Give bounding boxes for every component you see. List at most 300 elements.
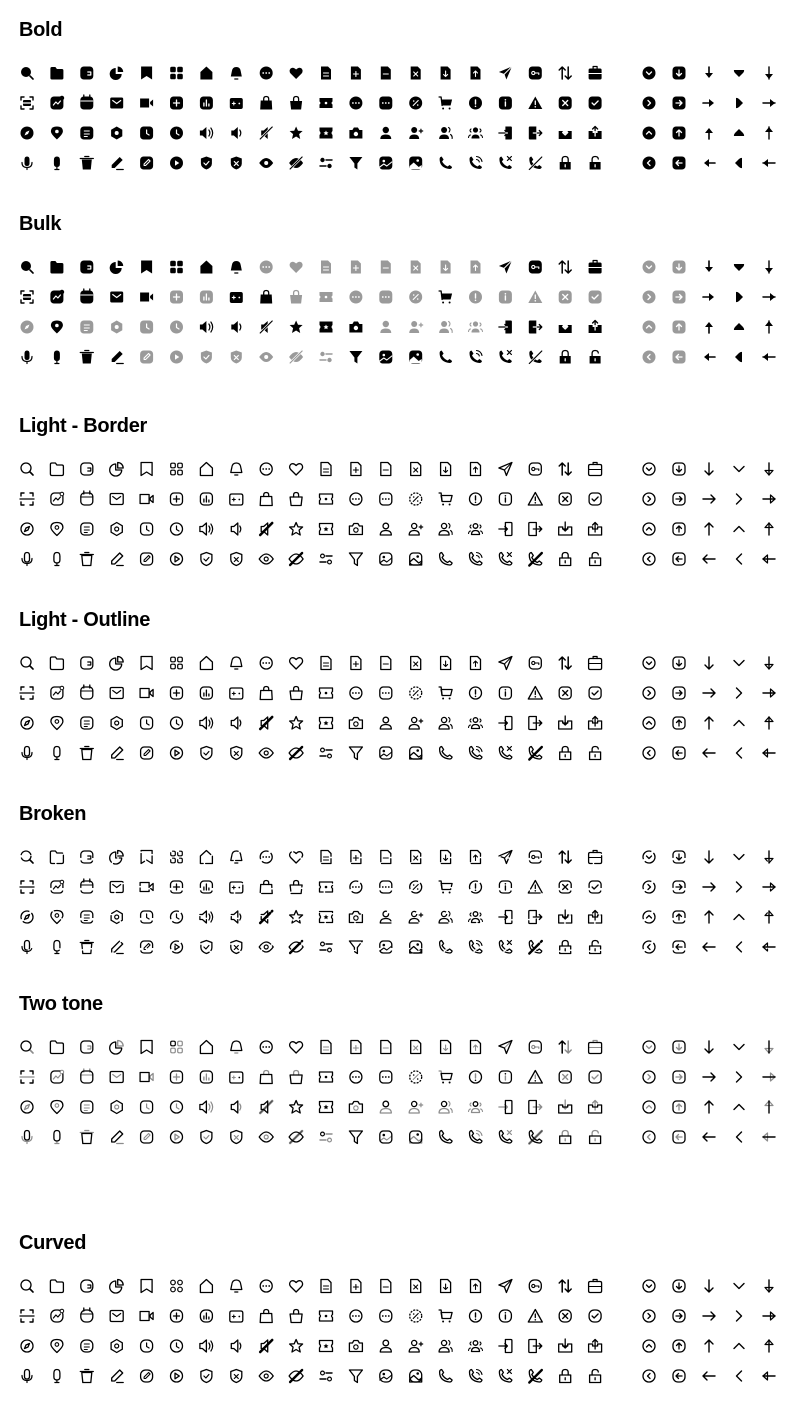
logout-icon [529,717,542,730]
time-circle-icon [171,911,183,923]
wallet-icon [81,1280,93,1292]
paper-icon [80,127,93,140]
volume-up-icon [200,523,213,535]
home-icon [200,851,212,864]
scan-icon [20,291,34,303]
message-icon [110,292,123,303]
edit-icon [112,941,124,954]
ticket-icon [320,1311,333,1321]
info-circle-icon [470,493,482,505]
buy-icon [439,493,452,506]
discount-icon [410,687,422,699]
image-icon [380,1131,392,1143]
section-two-tone [0,992,800,1162]
call-icon [440,553,453,566]
image-2-icon [410,747,422,759]
arrow-right-3-icon [763,883,775,891]
camera-icon [349,912,362,923]
scan-icon [20,1071,34,1083]
login-icon [499,717,512,730]
arrow-left-3-icon [763,943,775,951]
section-title: Bulk [19,213,62,235]
play-icon [170,351,183,364]
time-circle-icon [170,321,183,334]
arrow-right-circle-icon [643,1071,655,1083]
profile-icon [380,911,391,923]
profile-icon [380,127,391,139]
work-icon [589,1280,602,1293]
arrow-up-circle-icon [643,1101,655,1113]
arrow-left-square-icon [673,747,685,759]
voice-2-icon [54,941,60,954]
image-2-icon [409,351,422,364]
location-icon [51,321,63,334]
hide-icon [289,351,303,363]
star-icon [290,1340,303,1353]
star-icon [290,911,303,924]
chat-icon [260,261,273,274]
more-circle-icon [350,1310,362,1322]
3-user-icon [469,524,483,535]
plus-icon [170,97,183,110]
shield-done-icon [201,351,212,364]
ticket-star-icon [320,128,333,139]
search-icon [21,463,33,475]
more-circle-icon [350,881,362,893]
home-icon [200,1041,212,1054]
upload-icon [589,523,602,536]
tick-square-icon [589,1310,601,1322]
paper-plus-icon [351,851,361,864]
search-icon [21,657,33,669]
arrow-right-square-icon [673,687,685,699]
hide-icon [289,747,303,759]
call-silent-icon [529,157,542,170]
paper-download-icon [441,1280,451,1293]
more-square-icon [380,493,392,505]
discount-icon [410,1310,422,1322]
paper-upload-icon [471,1041,481,1054]
plus-icon [170,291,183,304]
paper-download-icon [441,67,451,80]
call-silent-icon [529,553,542,566]
paper-fail-icon [411,1280,421,1293]
arrow-up-square-icon [673,911,685,923]
volume-up-icon [200,127,213,139]
home-icon [200,261,212,274]
arrow-left-circle-icon [643,747,655,759]
buy-icon [439,1071,452,1084]
filter-2-icon [349,553,362,566]
arrow-up-3-icon [765,321,773,333]
edit-icon [112,553,124,566]
arrow-right-circle-icon [643,291,656,304]
delete-icon [80,1131,93,1144]
folder-icon [50,463,63,476]
add-user-icon [409,523,423,535]
chart-icon [110,463,124,477]
calendar-icon [81,1308,93,1322]
arrow-down-2-icon [734,264,744,271]
document-icon [321,67,331,80]
shield-fail-icon [231,553,242,566]
arrow-right-2-icon [737,688,742,698]
lock-icon [560,747,571,760]
arrow-up-circle-icon [643,523,655,535]
time-circle-icon [171,717,183,729]
volume-up-icon [200,1340,213,1352]
bag-2-icon [290,1310,302,1323]
game-icon [230,494,243,505]
arrow-up-2-icon [734,721,744,726]
arrow-right-3-icon [763,689,775,697]
arrow-down-circle-icon [643,463,655,475]
info-square-icon [499,1310,511,1322]
arrow-right-icon [703,1312,715,1320]
ticket-star-icon [320,1102,333,1113]
chart-icon [110,261,124,275]
arrow-up-square-icon [673,321,686,334]
show-icon [259,942,273,952]
arrow-right-3-icon [763,495,775,503]
3-user-icon [469,127,483,138]
location-icon [51,717,63,730]
arrow-up-2-icon [734,323,744,330]
graph-icon [200,97,213,110]
arrow-down-2-icon [734,467,744,472]
setting-icon [111,911,122,924]
time-circle-icon [171,1340,183,1352]
arrow-down-square-icon [673,463,685,475]
home-icon [200,657,212,670]
document-icon [321,1280,331,1293]
more-square-icon [379,97,392,110]
paper-fail-icon [411,851,421,864]
profile-icon [380,717,391,729]
scan-icon [20,493,34,505]
arrow-right-circle-icon [643,97,656,110]
location-icon [51,523,63,536]
bag-icon [260,97,272,110]
arrow-right-2-icon [737,1072,742,1082]
shield-done-icon [201,747,212,760]
wallet-icon [80,261,93,274]
play-icon [171,747,183,759]
paper-negative-icon [381,463,391,476]
category-icon [171,1041,183,1053]
more-square-icon [380,1071,392,1083]
password-icon [529,463,541,475]
password-icon [529,67,542,80]
paper-icon [81,911,93,923]
info-square-icon [499,97,512,110]
call-icon [440,1131,453,1144]
category-icon [171,657,183,669]
voice-icon [22,157,32,170]
notification-icon [231,261,242,273]
danger-icon [528,1071,542,1084]
arrow-up-3-icon [765,717,773,729]
shield-fail-icon [231,1131,242,1144]
info-circle-icon [470,881,482,893]
call-icon [440,157,453,170]
image-2-icon [410,941,422,953]
paper-download-icon [441,851,451,864]
arrow-down-2-icon [734,855,744,860]
graph-icon [200,291,213,304]
arrow-down-icon [705,657,713,669]
star-icon [290,1101,303,1114]
more-circle-icon [350,687,362,699]
danger-icon [528,687,542,700]
folder-icon [50,67,63,80]
paper-download-icon [441,463,451,476]
wallet-icon [81,657,93,669]
chart-icon [110,67,124,81]
graph-icon [200,1071,212,1083]
game-icon [230,688,243,699]
calling-icon [470,157,483,170]
edit-square-icon [141,553,153,565]
arrow-left-square-icon [673,1131,685,1143]
bag-2-icon [290,291,302,304]
info-square-icon [499,881,511,893]
arrow-up-3-icon [765,1340,773,1352]
arrow-left-square-icon [673,941,685,953]
arrow-right-icon [703,293,714,301]
bag-icon [260,493,272,506]
chat-icon [260,463,272,475]
paper-plus-icon [351,1041,361,1054]
more-square-icon [380,1310,392,1322]
arrow-right-square-icon [673,881,685,893]
arrow-left-2-icon [737,1371,742,1381]
time-circle-icon [170,127,183,140]
2-user-icon [439,523,452,535]
arrow-down-icon [705,1041,713,1053]
call-silent-icon [529,941,542,954]
filter-2-icon [349,941,362,954]
arrow-right-2-icon [737,1311,742,1321]
lock-icon [560,157,571,170]
logout-icon [529,127,542,140]
arrow-left-icon [704,159,715,167]
logout-icon [529,321,542,334]
delete-icon [80,157,93,170]
search-icon [21,1041,33,1053]
ticket-icon [320,688,333,698]
download-icon [559,1100,572,1113]
play-icon [170,157,183,170]
swap-icon [559,463,571,475]
ticket-icon [320,292,333,302]
paper-upload-icon [471,67,481,80]
arrow-left-circle-icon [643,941,655,953]
add-user-icon [409,321,423,333]
arrow-left-square-icon [673,1370,685,1382]
more-square-icon [379,291,392,304]
video-icon [140,99,153,108]
time-square-icon [141,1340,153,1352]
filter-icon [320,352,332,362]
edit-icon [112,1131,124,1144]
more-circle-icon [349,291,362,304]
info-circle-icon [470,1071,482,1083]
login-icon [499,321,512,334]
calling-icon [470,1370,483,1383]
search-icon [21,67,33,79]
unlock-icon [590,157,601,170]
calling-icon [470,1131,483,1144]
lock-icon [560,1370,571,1383]
notification-icon [231,657,242,669]
setting-icon [111,321,122,334]
arrow-down-3-icon [765,1280,773,1292]
arrow-up-icon [705,1340,713,1352]
paper-icon [81,717,93,729]
ticket-star-icon [320,912,333,923]
ticket-icon [320,882,333,892]
call-missed-icon [499,747,512,760]
message-icon [110,882,123,893]
activity-icon [51,1070,64,1083]
paper-icon [81,1340,93,1352]
work-icon [589,851,602,864]
arrow-right-circle-icon [643,493,655,505]
call-icon [440,351,453,364]
volume-off-icon [260,911,272,923]
unlock-icon [590,351,601,364]
danger-icon [528,1310,542,1323]
swap-icon [559,851,571,863]
shield-fail-icon [231,1370,242,1383]
arrow-down-2-icon [734,70,744,77]
arrow-left-square-icon [673,157,686,170]
call-missed-icon [499,351,512,364]
folder-icon [50,657,63,670]
arrow-up-3-icon [765,1101,773,1113]
hide-icon [289,157,303,169]
shield-done-icon [201,941,212,954]
profile-icon [380,1340,391,1352]
arrow-right-square-icon [673,291,686,304]
discovery-icon [21,911,33,923]
activity-icon [51,686,64,699]
tick-square-icon [589,881,601,893]
setting-icon [111,1101,122,1114]
category-icon [171,463,183,475]
close-square-icon [559,493,571,505]
call-icon [440,747,453,760]
icon-grid [0,414,800,584]
arrow-left-icon [704,353,715,361]
buy-icon [439,97,452,110]
call-missed-icon [499,1131,512,1144]
work-icon [589,657,602,670]
lock-icon [560,351,571,364]
arrow-down-3-icon [765,463,773,475]
arrow-down-circle-icon [643,1041,655,1053]
work-icon [589,463,602,476]
heart-icon [290,658,303,669]
arrow-down-circle-icon [643,1280,655,1292]
volume-up-icon [200,911,213,923]
arrow-down-square-icon [673,851,685,863]
discount-icon [409,97,422,110]
scan-icon [20,1310,34,1322]
upload-icon [589,911,602,924]
bookmark-icon [141,261,152,274]
arrow-left-3-icon [763,749,775,757]
video-icon [140,1073,153,1082]
send-icon [499,261,512,274]
section-title: Curved [19,1232,87,1254]
arrow-down-circle-icon [643,67,656,80]
volume-down-icon [231,1340,241,1352]
folder-icon [50,1280,63,1293]
game-icon [230,98,243,109]
close-square-icon [559,1310,571,1322]
call-missed-icon [499,553,512,566]
bookmark-icon [141,657,152,670]
arrow-right-icon [703,689,715,697]
show-icon [259,352,273,362]
arrow-down-icon [705,67,713,78]
arrow-up-2-icon [734,129,744,136]
hide-icon [289,1131,303,1143]
arrow-right-icon [703,1073,715,1081]
info-square-icon [499,493,511,505]
edit-icon [112,1370,124,1383]
document-icon [321,261,331,274]
image-icon [380,1370,392,1382]
setting-icon [111,717,122,730]
time-square-icon [141,523,153,535]
camera-icon [349,718,362,729]
notification-icon [231,1280,242,1292]
add-user-icon [409,717,423,729]
arrow-down-square-icon [673,1041,685,1053]
video-icon [140,689,153,698]
ticket-star-icon [320,524,333,535]
download-icon [559,126,572,139]
unlock-icon [590,1131,601,1144]
calendar-icon [81,879,93,893]
logout-icon [529,911,542,924]
more-circle-icon [350,493,362,505]
arrow-left-icon [703,1372,715,1380]
download-icon [559,910,572,923]
arrow-left-3-icon [763,1133,775,1141]
volume-off-icon [260,127,272,139]
danger-icon [528,881,542,894]
star-icon [290,523,303,536]
arrow-right-square-icon [673,1310,685,1322]
logout-icon [529,523,542,536]
arrow-right-2-icon [737,882,742,892]
shield-fail-icon [231,157,242,170]
show-icon [259,158,273,168]
voice-icon [22,747,32,760]
voice-2-icon [54,157,60,170]
setting-icon [111,1340,122,1353]
search-icon [21,261,33,273]
ticket-icon [320,494,333,504]
arrow-left-3-icon [763,1372,775,1380]
hide-icon [289,1370,303,1382]
arrow-down-circle-icon [643,657,655,669]
discovery-icon [21,127,34,140]
